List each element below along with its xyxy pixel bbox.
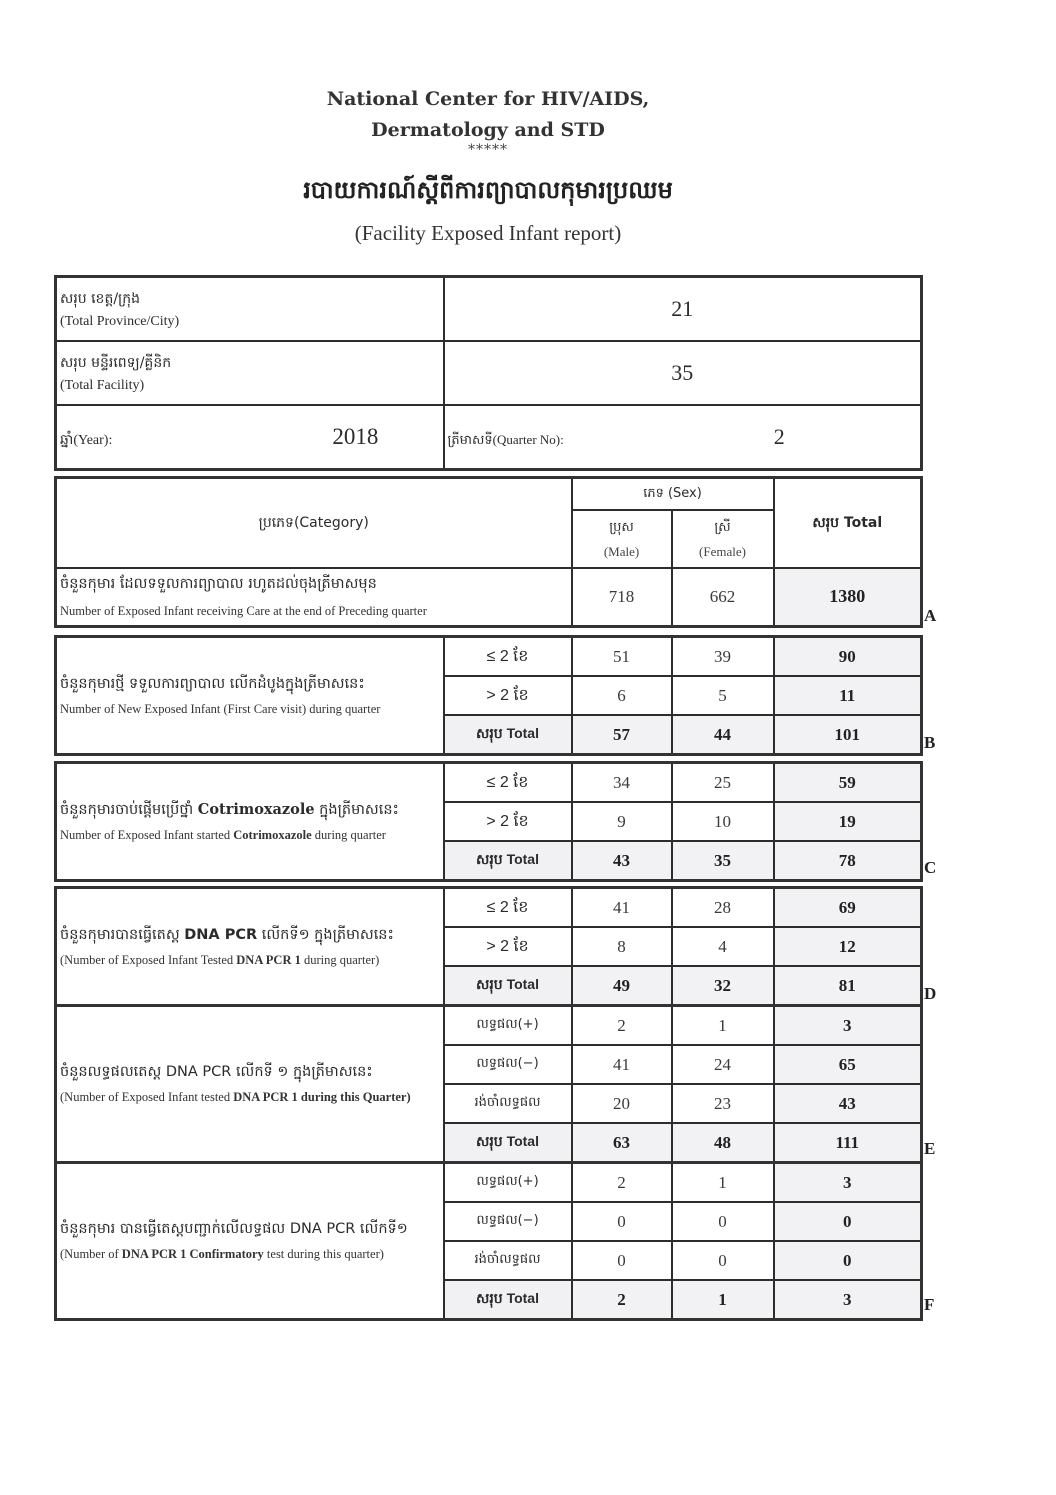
table-row: ចំនួនកុមារចាប់ផ្តើមប្រើថ្នាំ Cotrimoxazole ក្នុងត្រីមាសនេះ Number of Exposed Infant started Cotrimoxazole during quarter ≤ 2 ខែ 34 25 59: [56, 763, 922, 803]
section-a-female: 662: [672, 568, 774, 626]
province-value: 21: [444, 277, 922, 342]
section-b-table: [54, 635, 923, 756]
report-title-english: (Facility Exposed Infant report): [354, 221, 622, 245]
section-f-label: ចំនួនកុមារ បានធ្វើតេស្តបញ្ជាក់លើលទ្ធផល DNA PCR លើកទី១ (Number of DNA PCR 1 Confirmatory test during this quarter): [56, 1163, 444, 1320]
quarter-value: 2: [773, 423, 785, 449]
section-a-table: [54, 476, 923, 628]
section-d-label: ចំនួនកុមារបានធ្វើតេស្ត DNA PCR លើកទី១ ក្នុងត្រីមាសនេះ (Number of Exposed Infant Tested DNA PCR 1 during quarter): [56, 888, 444, 1006]
table-row: > 2 ខែ 9 10 19: [56, 802, 922, 841]
female-header: ស្រី (Female): [672, 510, 774, 568]
report-header: [0, 84, 976, 248]
section-a-male: 718: [572, 568, 672, 626]
province-label: សរុប ខេត្ត/ក្រុង (Total Province/City): [56, 277, 444, 342]
separator-stars: *****: [468, 142, 508, 158]
section-letter-e: E: [924, 1139, 936, 1158]
facility-value: 35: [444, 341, 922, 405]
table-row: លទ្ធផល(−) 41 24 65: [56, 1045, 922, 1084]
year-cell: [56, 405, 444, 470]
table-row: > 2 ខែ 8 4 12: [56, 927, 922, 966]
org-name-line1: National Center for HIV/AIDS,: [326, 88, 650, 110]
facility-row: [56, 341, 922, 405]
province-row: [56, 277, 922, 342]
report-title-khmer: របាយការណ៍ស្តីពីការព្យាបាលកុមារប្រឈម: [303, 176, 673, 204]
table-row-total: សរុប Total 57 44 101: [56, 715, 922, 755]
table-row-total: សរុប Total 49 32 81: [56, 966, 922, 1006]
year-value: 2018: [332, 423, 379, 449]
table-row: [56, 568, 922, 626]
section-c-table: [54, 761, 923, 882]
section-letter-d: D: [924, 984, 937, 1003]
section-def-table: [54, 886, 923, 1321]
table-row: ចំនួនកុមារថ្មី ទទួលការព្យាបាល លើកដំបូងក្នុងត្រីមាសនេះ Number of New Exposed Infant (First Care visit) during quarter ≤ 2 ខែ 51 39 90: [56, 637, 922, 677]
section-a-total: 1380: [774, 568, 922, 626]
table-row: ចំនួនកុមារ បានធ្វើតេស្តបញ្ជាក់លើលទ្ធផល DNA PCR លើកទី១ (Number of DNA PCR 1 Confirmatory test during this quarter) លទ្ធផល(+) 2 1 3: [56, 1163, 922, 1203]
table-row: លទ្ធផល(−) 0 0 0: [56, 1202, 922, 1241]
section-letter-c: C: [924, 858, 937, 877]
section-a-label: ចំនួនកុមារ ដែលទទួលការព្យាបាល រហូតដល់ចុងត្រីមាសមុន Number of Exposed Infant receiving Care at the end of Preceding quarter: [56, 568, 572, 626]
category-header: ប្រភេទ(Category): [56, 478, 572, 569]
section-letter-a: A: [924, 606, 937, 625]
org-name-line2: Dermatology and STD: [371, 119, 605, 141]
total-header: សរុប Total: [774, 478, 922, 569]
male-header: ប្រុស (Male): [572, 510, 672, 568]
info-table: [54, 275, 923, 471]
section-b-label: ចំនួនកុមារថ្មី ទទួលការព្យាបាល លើកដំបូងក្នុងត្រីមាសនេះ Number of New Exposed Infant (First Care visit) during quarter: [56, 637, 444, 755]
table-row-total: សរុប Total 43 35 78: [56, 841, 922, 881]
table-row: ចំនួនកុមារបានធ្វើតេស្ត DNA PCR លើកទី១ ក្នុងត្រីមាសនេះ (Number of Exposed Infant Tested DNA PCR 1 during quarter) ≤ 2 ខែ 41 28 69: [56, 888, 922, 928]
quarter-cell: [444, 405, 922, 470]
table-row: > 2 ខែ 6 5 11: [56, 676, 922, 715]
quarter-label: ត្រីមាសទី(Quarter No):: [447, 431, 564, 447]
sex-header: ភេទ (Sex): [572, 478, 774, 511]
facility-label: សរុប មន្ទីរពេទ្យ/គ្លីនិក (Total Facility): [56, 341, 444, 405]
section-letter-b: B: [924, 733, 936, 752]
table-row: ចំនួនលទ្ធផលតេស្ត DNA PCR លើកទី ១ ក្នុងត្រីមាសនេះ (Number of Exposed Infant tested DNA PCR 1 during this Quarter) លទ្ធផល(+) 2 1 3: [56, 1006, 922, 1046]
table-row: រង់ចាំលទ្ធផល 20 23 43: [56, 1084, 922, 1123]
section-letter-f: F: [924, 1295, 935, 1314]
section-e-label: ចំនួនលទ្ធផលតេស្ត DNA PCR លើកទី ១ ក្នុងត្រីមាសនេះ (Number of Exposed Infant tested DNA PCR 1 during this Quarter): [56, 1006, 444, 1163]
table-row: រង់ចាំលទ្ធផល 0 0 0: [56, 1241, 922, 1280]
table-row-total: សរុប Total 63 48 111: [56, 1123, 922, 1163]
section-c-label: ចំនួនកុមារចាប់ផ្តើមប្រើថ្នាំ Cotrimoxazole ក្នុងត្រីមាសនេះ Number of Exposed Infant started Cotrimoxazole during quarter: [56, 763, 444, 881]
year-quarter-row: [56, 405, 922, 470]
year-label: ឆ្នាំ(Year):: [60, 432, 113, 448]
table-row-total: សរុប Total 2 1 3: [56, 1280, 922, 1320]
